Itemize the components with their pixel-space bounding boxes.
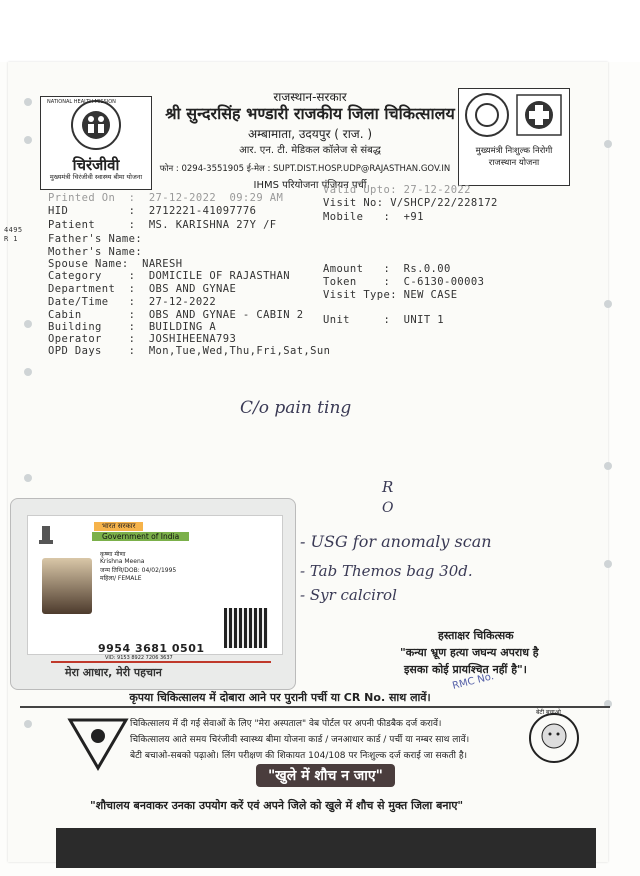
scan-top-margin xyxy=(0,0,640,62)
aadhaar-tagline: मेरा आधार, मेरी पहचान xyxy=(65,666,162,679)
unit: Unit : UNIT 1 xyxy=(323,314,444,326)
swachh-banner: "खुले में शौच न जाए" xyxy=(256,764,395,787)
hospital-name: श्री सुन्दरसिंह भण्डारी राजकीय जिला चिकित्सालय xyxy=(165,104,455,123)
complaint-note: C/o pain ting xyxy=(240,398,352,418)
govt-label: राजस्थान-सरकार xyxy=(273,90,347,104)
cabin: Cabin : OBS AND GYNAE - CABIN 2 xyxy=(48,309,304,321)
visit-no: Visit No: V/SHCP/22/228172 xyxy=(323,197,498,209)
chiranjeevi-subtitle: मुख्यमंत्री चिरंजीवी स्वास्थ्य बीमा योजना xyxy=(49,173,143,181)
rx-line-syr: - Syr calcirol xyxy=(300,586,397,604)
doctor-signature-label: हस्ताक्षर चिकित्सक xyxy=(438,629,514,642)
scan-bottom-strip xyxy=(56,828,596,868)
health-triangle-icon xyxy=(66,716,130,772)
category: Category : DOMICILE OF RAJASTHAN xyxy=(48,270,290,282)
amount: Amount : Rs.0.00 xyxy=(323,263,451,275)
mother-name: Mother's Name: xyxy=(48,246,143,258)
name-hindi: कृष्णा मीणा xyxy=(100,551,126,558)
chiranjeevi-logo xyxy=(40,96,152,190)
rx-symbol: R xyxy=(382,478,394,496)
visit-type: Visit Type: NEW CASE xyxy=(323,289,458,301)
gender: महिला/ FEMALE xyxy=(100,575,142,582)
red-stripe xyxy=(51,661,271,663)
father-name: Father's Name: xyxy=(48,233,143,245)
contact-line: फोन : 0294-3551905 ई-मेल : SUPT.DIST.HOSP.UDP@RAJASTHAN.GOV.IN xyxy=(159,164,451,174)
printed-on: Printed On : 27-12-2022 09:29 AM xyxy=(48,192,284,204)
swachh-slogan: "शौचालय बनवाकर उनका उपयोग करें एवं अपने जिले को खुले में शौच से मुक्त जिला बनाए" xyxy=(90,799,464,812)
operator: Operator : JOSHIHEENA793 xyxy=(48,333,237,345)
aadhaar-number: 9954 3681 0501 xyxy=(98,642,205,655)
quote-line2: इसका कोई प्रायश्चित नहीं है"। xyxy=(404,663,527,676)
nhm-ring-text: NATIONAL HEALTH MISSION xyxy=(47,99,116,105)
patient: Patient : MS. KARISHNA 27Y /F xyxy=(48,219,277,231)
seal-icon xyxy=(459,89,569,141)
aadhaar-card xyxy=(27,515,283,655)
valid-upto: Valid Upto: 27-12-2022 xyxy=(323,184,471,196)
department: Department : OBS AND GYNAE xyxy=(48,283,237,295)
footer-bullet-3: बेटी बचाओ-सबको पढ़ाओ। लिंग परीक्षण की शिकायत 104/108 पर निःशुल्क दर्ज कराई जा सकती है। xyxy=(130,751,468,761)
mobile: Mobile : +91 xyxy=(323,211,424,223)
token: Token : C-6130-00003 xyxy=(323,276,485,288)
quote-line1: "कन्या भ्रूण हत्या जघन्य अपराध है xyxy=(400,646,539,659)
date-time: Date/Time : 27-12-2022 xyxy=(48,296,217,308)
doctor-stamp: RMC No. xyxy=(451,671,496,692)
margin-code: 4495 R 1 xyxy=(4,226,23,243)
footer-divider xyxy=(20,706,610,708)
holder-photo xyxy=(42,558,92,614)
rx-line-usg: - USG for anomaly scan xyxy=(300,532,492,551)
emblem-icon xyxy=(36,522,56,548)
footer-bullet-2: चिकित्सालय आते समय चिरंजीवी स्वास्थ्य बीमा योजना कार्ड / जनआधार कार्ड / पर्ची या नम्बर साथ लावें। xyxy=(130,735,470,745)
rx-line-tab: - Tab Themos bag 30d. xyxy=(300,562,473,580)
nhm-emblem-icon xyxy=(41,97,151,157)
qr-code-icon xyxy=(224,608,268,648)
opd-days: OPD Days : Mon,Tue,Wed,Thu,Fri,Sat,Sun xyxy=(48,345,331,357)
hospital-address: अम्बामाता, उदयपुर ( राज. ) xyxy=(247,127,373,141)
gov-english: Government of India xyxy=(92,532,189,541)
building: Building : BUILDING A xyxy=(48,321,217,333)
chiranjeevi-title: चिरंजीवी xyxy=(72,156,120,174)
aadhaar-card-photo xyxy=(10,498,296,690)
nirogi-caption: मुख्यमंत्री निःशुल्क निरोगी राजस्थान योजना xyxy=(475,146,553,168)
spouse-name: Spouse Name: NARESH xyxy=(48,258,183,270)
vid: VID: 9153 8922 7206 3637 xyxy=(105,655,173,661)
affiliation: आर. एन. टी. मेडिकल कॉलेज से संबद्ध xyxy=(239,145,381,156)
slip-title: IHMS परियोजना पंजियन पर्ची xyxy=(253,180,367,191)
nirogi-rajasthan-logo xyxy=(458,88,570,186)
hid: HID : 2712221-41097776 xyxy=(48,205,257,217)
name-english: Krishna Meena xyxy=(100,558,145,565)
footer-bullet-1: चिकित्सालय में दी गई सेवाओं के लिए "मेरा अस्पताल" वेब पोर्टल पर अपनी फीडबैक दर्ज करावें। xyxy=(130,719,442,729)
rx-mark: O xyxy=(382,500,394,516)
mascot-caption: बेटी बचाओ xyxy=(536,709,561,716)
gov-hindi: भारत सरकार xyxy=(94,522,143,531)
dob: जन्म तिथि/DOB: 04/02/1995 xyxy=(100,567,177,574)
footer-reminder: कृपया चिकित्सालय में दोबारा आने पर पुरानी पर्ची या CR No. साथ लावें। xyxy=(129,691,431,704)
